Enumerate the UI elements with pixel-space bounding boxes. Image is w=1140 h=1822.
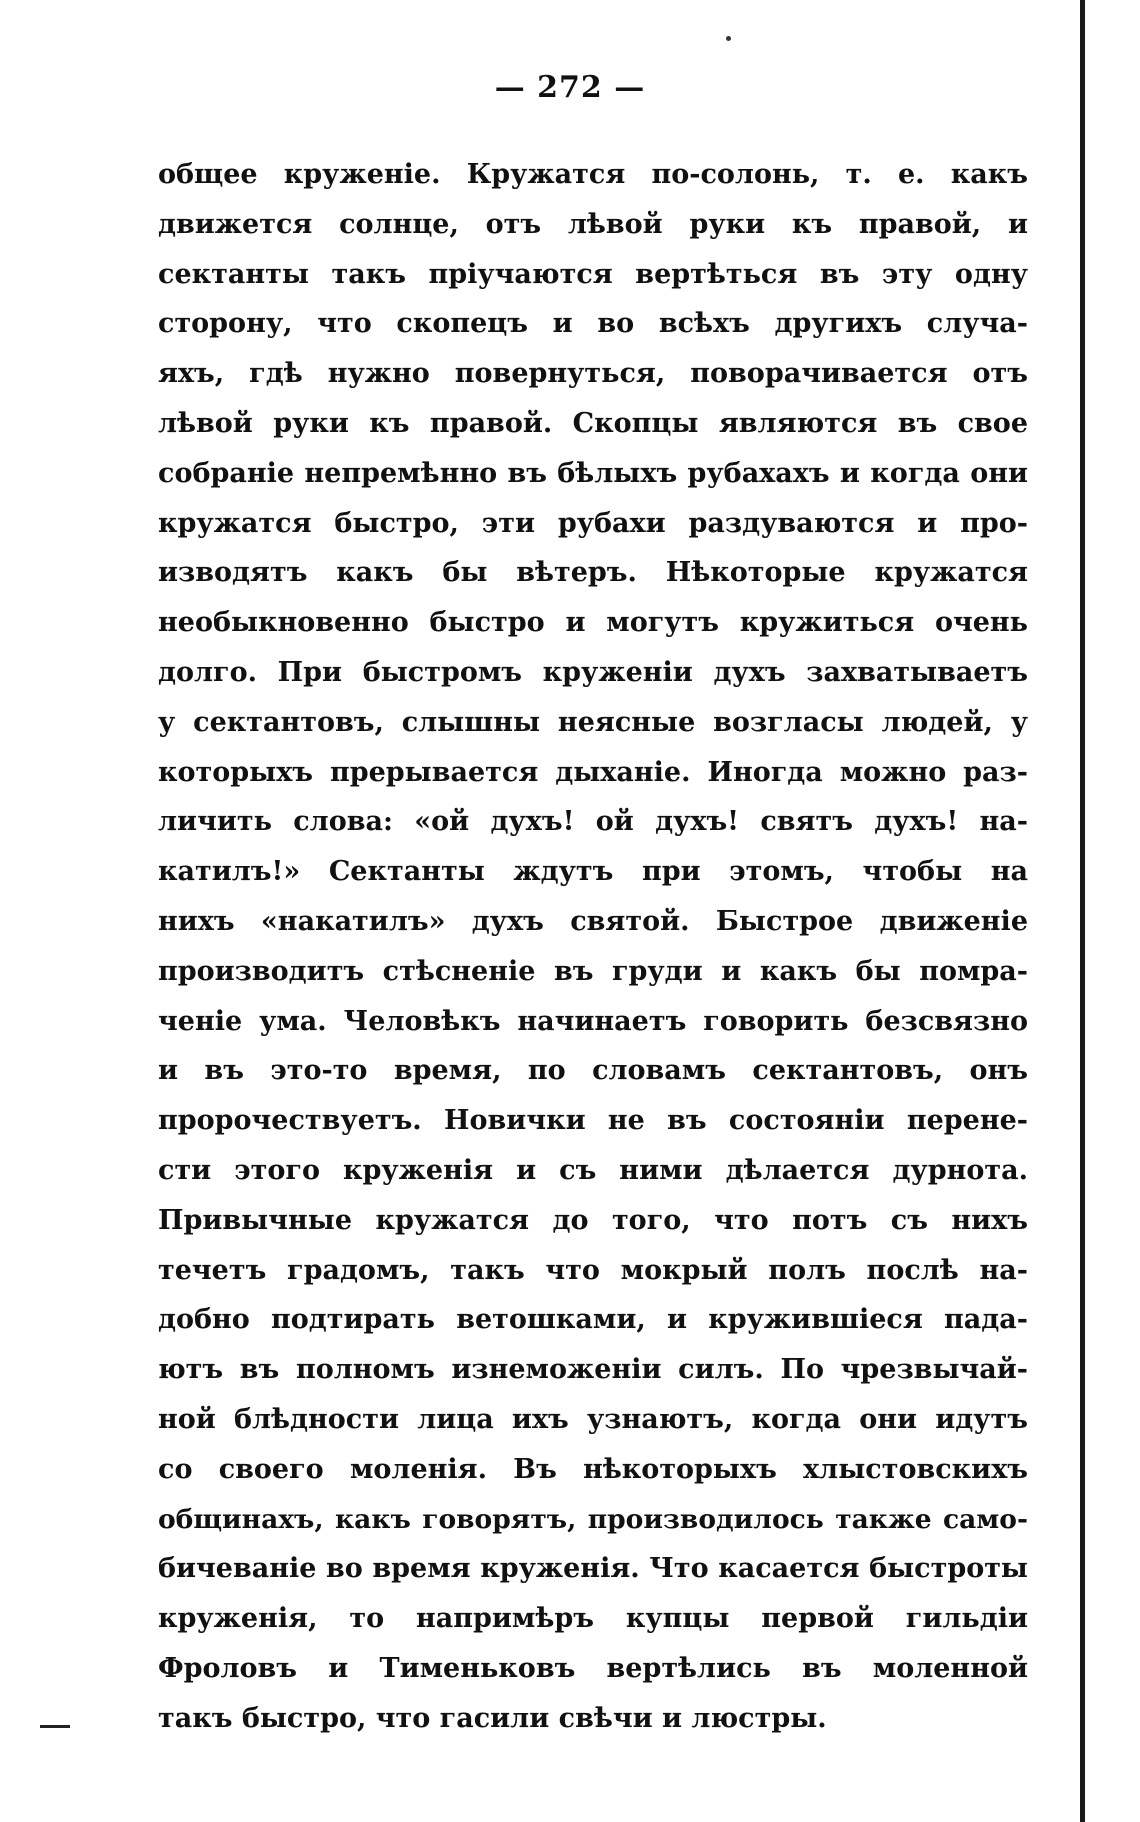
text-line: и въ это-то время, по словамъ сектантовъ, онъ — [158, 1055, 1028, 1087]
text-line: Привычные кружатся до того, что потъ съ нихъ — [158, 1204, 1028, 1236]
body-text — [158, 150, 1028, 1744]
text-line: движется солнце, отъ лѣвой руки къ правой, и — [158, 208, 1028, 240]
text-line: общее круженіе. Кружатся по-солонь, т. е. какъ — [158, 159, 1028, 190]
text-line: добно подтирать ветошками, и кружившіеся пада- — [158, 1304, 1028, 1336]
text-line: круженія, то напримѣръ купцы первой гильдіи — [158, 1603, 1028, 1635]
text-line: сторону, что скопецъ и во всѣхъ другихъ случа- — [158, 308, 1028, 340]
text-line: сти этого круженія и съ ними дѣлается дурнота. — [158, 1154, 1028, 1186]
text-line: личить слова: «ой духъ! ой духъ! святъ духъ! на- — [158, 806, 1028, 838]
margin-mark — [40, 1725, 70, 1728]
text-line: ной блѣдности лица ихъ узнаютъ, когда они идутъ — [158, 1403, 1028, 1435]
text-line: со своего моленія. Въ нѣкоторыхъ хлыстовскихъ — [158, 1453, 1028, 1485]
text-line: Фроловъ и Тименьковъ вертѣлись въ моленной — [158, 1652, 1028, 1684]
text-line: лѣвой руки къ правой. Скопцы являются въ свое — [158, 407, 1028, 439]
text-line: собраніе непремѣнно въ бѣлыхъ рубахахъ и когда они — [158, 457, 1028, 489]
text-line: ченіе ума. Человѣкъ начинаетъ говорить безсвязно — [158, 1005, 1028, 1037]
text-line: изводятъ какъ бы вѣтеръ. Нѣкоторые кружатся — [158, 557, 1028, 589]
text-line: у сектантовъ, слышны неясные возгласы людей, у — [158, 706, 1028, 738]
text-line: катилъ!» Сектанты ждутъ при этомъ, чтобы на — [158, 856, 1028, 888]
text-line: сектанты такъ пріучаются вертѣться въ эту одну — [158, 258, 1028, 290]
text-line: нихъ «накатилъ» духъ святой. Быстрое движеніе — [158, 905, 1028, 937]
text-line: общинахъ, какъ говорятъ, производилось также само- — [158, 1503, 1028, 1535]
text-line: пророчествуетъ. Новички не въ состояніи перене- — [158, 1105, 1028, 1137]
text-line: производитъ стѣсненіе въ груди и какъ бы помра- — [158, 955, 1028, 987]
text-line: яхъ, гдѣ нужно повернуться, поворачивается отъ — [158, 358, 1028, 390]
text-line: кружатся быстро, эти рубахи раздуваются и про- — [158, 507, 1028, 539]
text-line: долго. При быстромъ круженіи духъ захватываетъ — [158, 656, 1028, 688]
text-line: такъ быстро, что гасили свѣчи и люстры. — [158, 1702, 827, 1734]
print-speck — [726, 36, 731, 41]
text-line: течетъ градомъ, такъ что мокрый полъ послѣ на- — [158, 1254, 1028, 1286]
text-line: необыкновенно быстро и могутъ кружиться очень — [158, 607, 1028, 639]
text-line: ютъ въ полномъ изнеможеніи силъ. По чрезвычай- — [158, 1354, 1028, 1386]
text-line: которыхъ прерывается дыханіе. Иногда можно раз- — [158, 756, 1028, 788]
text-line: бичеваніе во время круженія. Что касается быстроты — [158, 1553, 1028, 1585]
page-edge-rule — [1080, 0, 1085, 1822]
page-number: — 272 — — [494, 70, 646, 105]
